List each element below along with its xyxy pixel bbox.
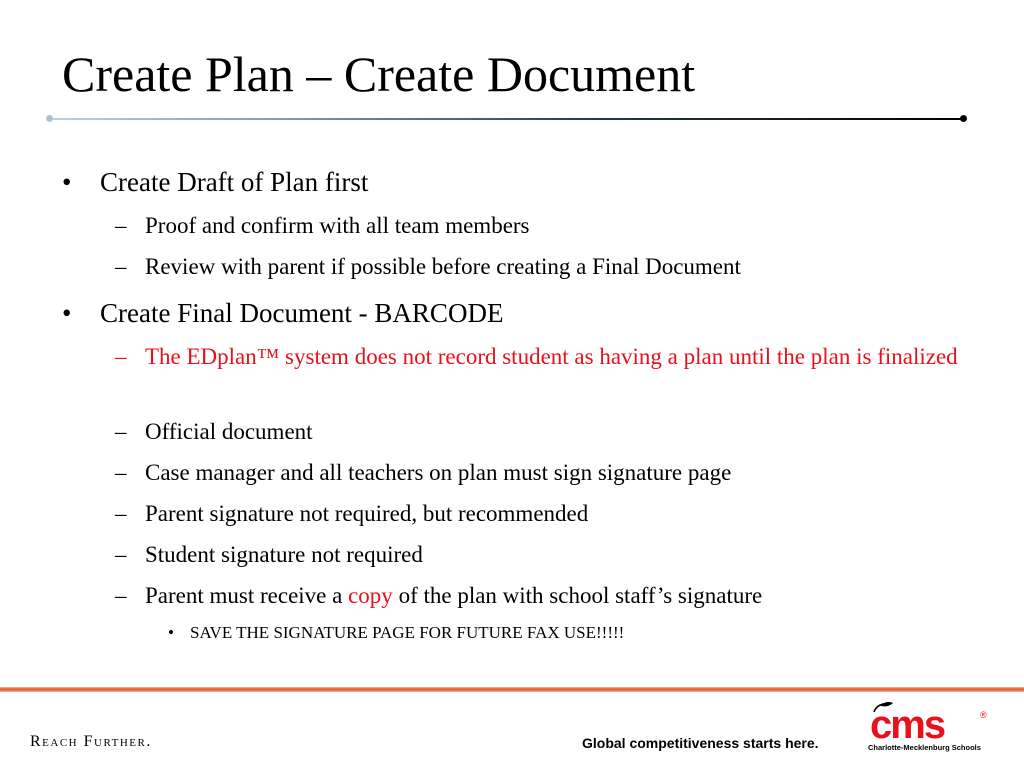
- sub-bullet-text: Case manager and all teachers on plan must sign signature page: [145, 460, 732, 485]
- footer-right-tagline: Global competitiveness starts here.: [582, 735, 819, 751]
- text-before-copy: Parent must receive a: [145, 583, 349, 608]
- footer-left-tagline: Reach Further.: [30, 733, 152, 750]
- sub-bullet-text: [145, 579, 975, 612]
- registered-mark: ®: [980, 710, 987, 720]
- bullet-marker: •: [168, 623, 174, 642]
- sub-bullet-student-signature: [115, 538, 975, 571]
- sub-bullet-review: [115, 250, 975, 283]
- title-divider: [50, 118, 964, 120]
- slide-title: Create Plan – Create Document: [62, 46, 696, 102]
- divider-right-dot: [960, 115, 967, 122]
- copy-highlight: copy: [348, 583, 393, 608]
- logo-subtitle: Charlotte-Mecklenburg Schools: [868, 743, 981, 752]
- sub-bullet-text: Review with parent if possible before creating a Final Document: [145, 254, 741, 279]
- dash-marker: –: [115, 460, 127, 485]
- sub-sub-bullet-text: SAVE THE SIGNATURE PAGE FOR FUTURE FAX USE!!!!!: [190, 623, 625, 642]
- dash-marker: –: [115, 213, 127, 238]
- sub-bullet-edplan-warning: [115, 340, 975, 373]
- sub-bullet-text: Parent signature not required, but recommended: [145, 501, 589, 526]
- dash-marker: –: [115, 419, 127, 444]
- bullet-marker: •: [62, 298, 72, 328]
- sub-bullet-parent-signature: [115, 497, 975, 530]
- sub-bullet-text: The EDplan™ system does not record student as having a plan until the plan is finalized: [145, 344, 958, 369]
- sub-bullet-parent-copy: [115, 579, 975, 612]
- dash-marker: –: [115, 583, 127, 608]
- footer-divider: [0, 687, 1024, 692]
- sub-bullet-proof: [115, 209, 975, 242]
- bullet-text: Create Final Document - BARCODE: [100, 298, 504, 328]
- dash-marker: –: [115, 344, 127, 369]
- text-after-copy: of the plan with school staff’s signature: [392, 583, 763, 608]
- sub-bullet-text: Proof and confirm with all team members: [145, 213, 530, 238]
- divider-left-dot: [46, 115, 53, 122]
- bullet-text: Create Draft of Plan first: [100, 167, 369, 197]
- cms-logo: [866, 700, 996, 756]
- sub-bullet-text: Official document: [145, 419, 313, 444]
- dash-marker: –: [115, 501, 127, 526]
- sub-bullet-official: [115, 415, 975, 448]
- logo-wordmark: cms: [870, 703, 945, 747]
- bullet-marker: •: [62, 167, 72, 197]
- sub-bullet-text: Student signature not required: [145, 542, 423, 567]
- sub-bullet-case-manager: [115, 456, 975, 489]
- dash-marker: –: [115, 254, 127, 279]
- dash-marker: –: [115, 542, 127, 567]
